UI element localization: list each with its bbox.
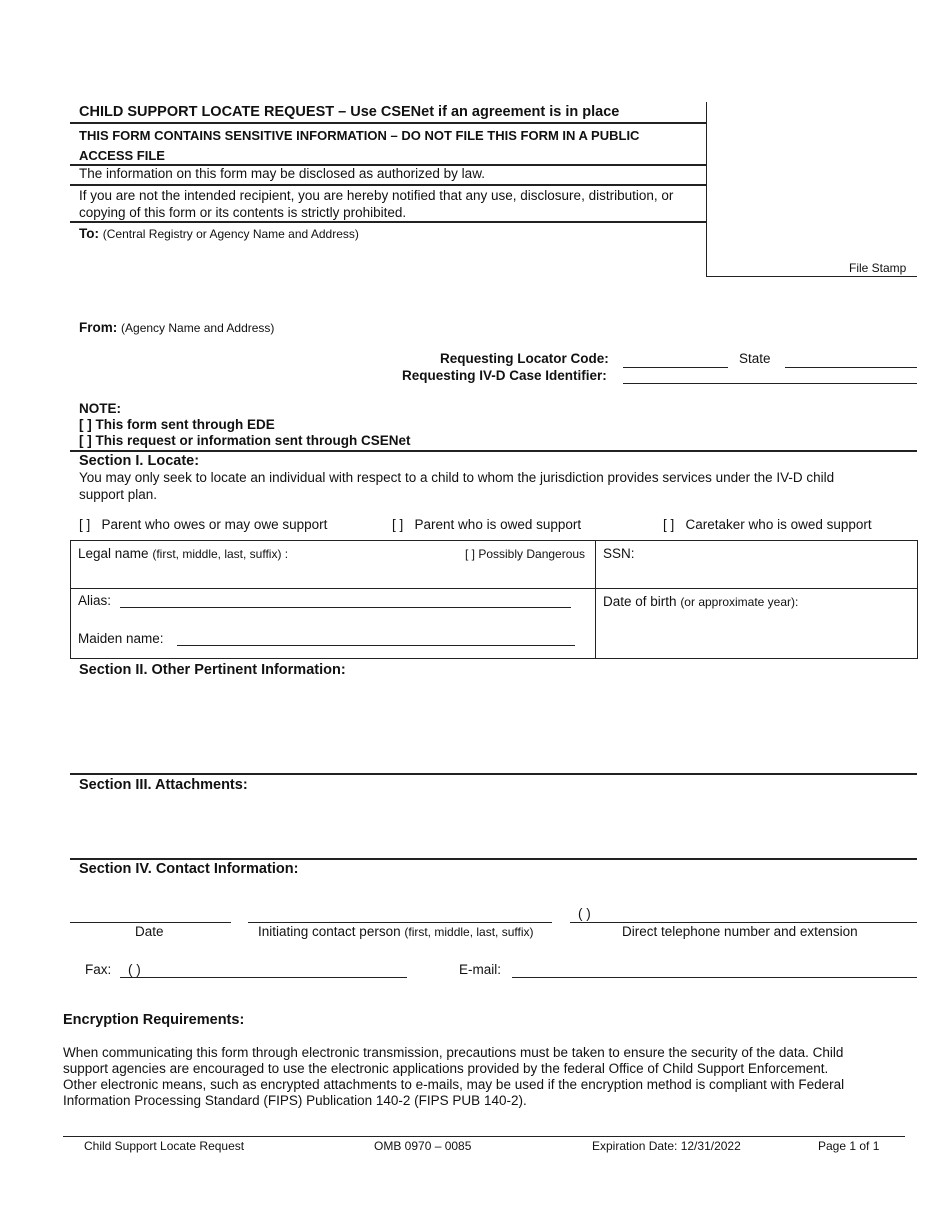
from-field[interactable] (79, 320, 274, 335)
dob-field[interactable] (603, 594, 798, 609)
legal-name-hint: (first, middle, last, suffix) : (152, 547, 289, 561)
file-stamp-border (706, 102, 707, 276)
checkbox[interactable]: [ ] (663, 517, 675, 532)
from-label: From: (79, 320, 118, 335)
csenet-checkbox[interactable]: [ ] This request or information sent through CSENet (79, 433, 411, 448)
section3-title: Section III. Attachments: (79, 777, 248, 793)
disclosure-text: The information on this form may be disclosed as authorized by law. (79, 166, 485, 181)
fax-input[interactable] (120, 977, 407, 978)
phone-area-code: ( ) (578, 906, 591, 921)
date-label: Date (135, 924, 164, 939)
divider (70, 122, 707, 124)
divider (70, 184, 707, 186)
footer-divider (63, 1136, 905, 1137)
maiden-name-label: Maiden name: (78, 631, 164, 646)
dob-hint: (or approximate year): (680, 595, 799, 609)
option-parent-owed[interactable] (392, 517, 581, 532)
encryption-line1: When communicating this form through electronic transmission, precautions must be taken to ensure the security of the data. Child (63, 1045, 844, 1060)
legal-name-label: Legal name (78, 546, 149, 561)
case-id-label: Requesting IV-D Case Identifier: (402, 368, 607, 383)
contact-person-label: Initiating contact person (258, 924, 401, 939)
section1-desc-line1: You may only seek to locate an individual with respect to a child to whom the jurisdiction provides services under the IV-D child (79, 470, 835, 485)
file-stamp-label: File Stamp (849, 261, 907, 275)
checkbox[interactable]: [ ] (392, 517, 404, 532)
alias-label: Alias: (78, 593, 112, 608)
to-hint: (Central Registry or Agency Name and Address) (102, 227, 359, 241)
maiden-name-input[interactable] (177, 645, 575, 646)
divider (70, 858, 917, 860)
encryption-line3: Other electronic means, such as encrypted attachments to e-mails, may be used if the encryption method is compliant with Federal (63, 1077, 845, 1092)
state-label: State (739, 351, 771, 366)
to-label: To: (79, 226, 99, 241)
sensitive-notice-line1: THIS FORM CONTAINS SENSITIVE INFORMATION – DO NOT FILE THIS FORM IN A PUBLIC (79, 128, 640, 143)
email-label: E-mail: (459, 962, 502, 977)
form-title: CHILD SUPPORT LOCATE REQUEST – Use CSENet if an agreement is in place (79, 104, 620, 120)
sensitive-notice-line2: ACCESS FILE (79, 148, 165, 163)
ssn-label: SSN: (603, 546, 635, 561)
telephone-label: Direct telephone number and extension (622, 924, 858, 939)
locator-code-label: Requesting Locator Code: (440, 351, 609, 366)
alias-input[interactable] (120, 607, 571, 608)
fax-area-code: ( ) (128, 962, 141, 977)
state-input[interactable] (785, 367, 917, 368)
checkbox[interactable]: [ ] (79, 517, 91, 532)
footer-expiration: Expiration Date: 12/31/2022 (592, 1139, 741, 1153)
option-caretaker-owed[interactable] (663, 517, 872, 532)
option-label: Caretaker who is owed support (685, 517, 872, 532)
locator-code-input[interactable] (623, 367, 728, 368)
divider (70, 221, 707, 223)
encryption-title: Encryption Requirements: (63, 1012, 245, 1028)
contact-person-hint: (first, middle, last, suffix) (404, 925, 534, 939)
option-label: Parent who is owed support (414, 517, 582, 532)
legal-name-field[interactable] (78, 546, 288, 561)
from-hint: (Agency Name and Address) (121, 321, 275, 335)
warning-line1: If you are not the intended recipient, you are hereby notified that any use, disclosure, distribution, or (79, 188, 674, 203)
file-stamp-border (706, 276, 917, 277)
fax-label: Fax: (85, 962, 112, 977)
ede-checkbox[interactable]: [ ] This form sent through EDE (79, 417, 275, 432)
warning-line2: copying of this form or its contents is strictly prohibited. (79, 205, 407, 220)
table-divider (70, 588, 917, 589)
footer-page: Page 1 of 1 (818, 1139, 880, 1153)
to-field[interactable] (79, 226, 359, 241)
contact-person-input[interactable] (248, 922, 552, 923)
table-divider (595, 540, 596, 658)
encryption-line4: Information Processing Standard (FIPS) Publication 140-2 (FIPS PUB 140-2). (63, 1093, 527, 1108)
case-id-input[interactable] (623, 383, 917, 384)
encryption-line2: support agencies are encouraged to use the electronic applications provided by the federal Office of Child Support Enforcement. (63, 1061, 829, 1076)
section1-desc-line2: support plan. (79, 487, 158, 502)
telephone-input[interactable] (570, 922, 917, 923)
divider (70, 773, 917, 775)
possibly-dangerous-checkbox[interactable]: [ ] Possibly Dangerous (465, 547, 586, 561)
option-parent-owes[interactable] (79, 517, 327, 532)
footer-omb: OMB 0970 – 0085 (374, 1139, 472, 1153)
divider (70, 450, 917, 452)
contact-person-label-group (258, 924, 534, 939)
footer-form-name: Child Support Locate Request (84, 1139, 245, 1153)
email-input[interactable] (512, 977, 917, 978)
date-input[interactable] (70, 922, 231, 923)
option-label: Parent who owes or may owe support (101, 517, 328, 532)
dob-label: Date of birth (603, 594, 677, 609)
section4-title: Section IV. Contact Information: (79, 861, 299, 877)
section2-title: Section II. Other Pertinent Information: (79, 662, 346, 678)
section1-title: Section I. Locate: (79, 453, 200, 469)
note-label: NOTE: (79, 401, 121, 416)
